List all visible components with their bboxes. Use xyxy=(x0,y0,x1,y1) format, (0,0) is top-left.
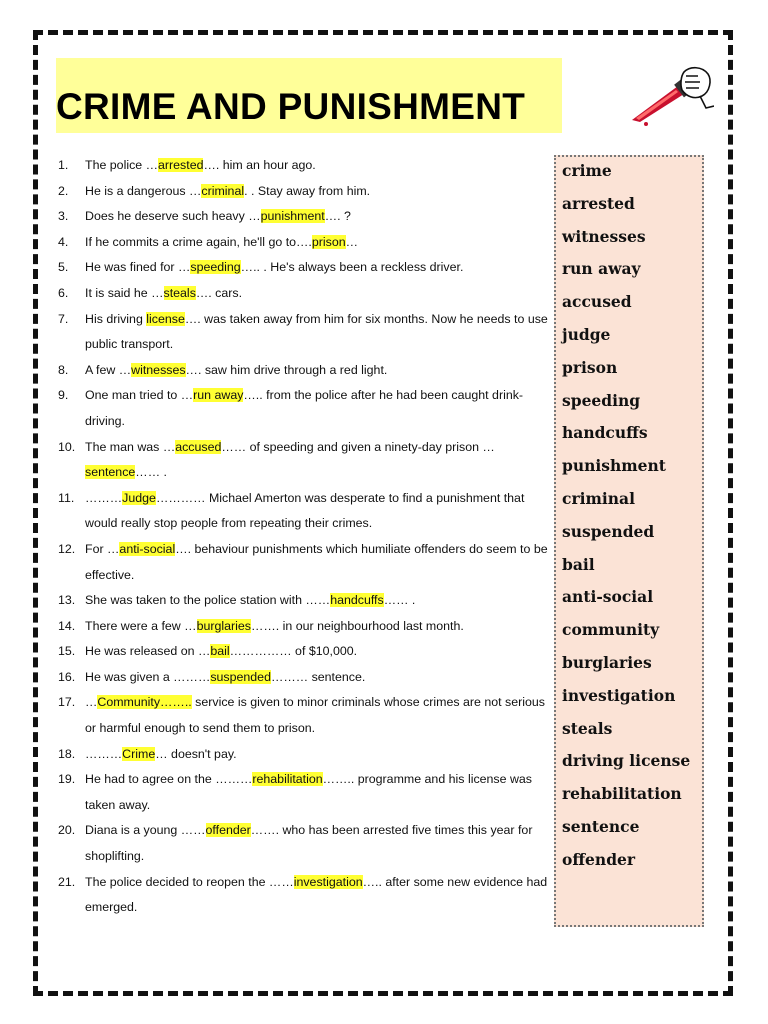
answer-highlight: burglaries xyxy=(196,618,251,633)
word-bank-item: sentence xyxy=(562,816,640,836)
answer-highlight: Community…….. xyxy=(97,695,192,710)
question-number: 8. xyxy=(58,362,69,377)
question-text-part: …. him an hour ago. xyxy=(203,158,316,172)
question-text-part: He was fined for … xyxy=(85,260,191,275)
question-text xyxy=(85,358,552,384)
question-item xyxy=(58,588,552,614)
question-number: 14. xyxy=(58,618,76,633)
answer-highlight: anti-social xyxy=(119,541,176,556)
question-text-part: … xyxy=(85,695,98,710)
question-item xyxy=(58,383,552,434)
answer-highlight: witnesses xyxy=(131,362,186,377)
question-text xyxy=(85,870,552,921)
question-text-part: Diana is a young …… xyxy=(85,823,206,838)
question-number: 7. xyxy=(58,311,69,326)
question-text-part: He was given a ……… xyxy=(85,669,211,684)
word-bank-item: judge xyxy=(562,324,611,344)
question-item xyxy=(58,307,552,358)
question-text-part: ……… xyxy=(85,746,123,761)
question-number: 15. xyxy=(58,644,76,659)
question-text-part: …. behaviour punishments which humiliate offenders do seem to be effective. xyxy=(85,541,548,582)
question-text xyxy=(85,767,552,818)
question-text-part: One man tried to … xyxy=(85,388,194,403)
answer-highlight: bail xyxy=(210,644,230,659)
answer-highlight: prison xyxy=(311,234,346,249)
answer-highlight: rehabilitation xyxy=(252,772,323,787)
word-bank xyxy=(554,155,704,927)
question-item xyxy=(58,179,552,205)
answer-highlight: suspended xyxy=(210,669,271,684)
question-text-part: …… . xyxy=(383,593,416,608)
answer-highlight: Crime xyxy=(122,746,156,761)
question-item xyxy=(58,614,552,640)
question-list xyxy=(58,153,552,921)
question-number: 12. xyxy=(58,541,76,556)
question-text-part: ….. . He's always been a reckless driver. xyxy=(240,260,464,275)
answer-highlight: steals xyxy=(163,285,196,300)
question-text xyxy=(85,204,552,230)
question-item xyxy=(58,435,552,486)
question-text xyxy=(85,537,552,588)
answer-highlight: license xyxy=(146,311,185,326)
answer-highlight: speeding xyxy=(190,260,241,275)
question-text xyxy=(85,614,552,640)
question-text-part: He is a dangerous … xyxy=(85,183,202,198)
word-bank-item: handcuffs xyxy=(562,423,648,443)
word-bank-item: burglaries xyxy=(562,652,652,672)
question-number: 19. xyxy=(58,772,76,787)
question-text-part: The man was … xyxy=(85,439,176,454)
question-text-part: It is said he … xyxy=(85,285,164,300)
word-bank-item: steals xyxy=(562,718,613,738)
question-text-part: He was released on … xyxy=(85,644,211,659)
question-text xyxy=(85,742,552,768)
question-text-part: ……. in our neighbourhood last month. xyxy=(250,618,464,633)
question-number: 21. xyxy=(58,874,76,889)
question-item xyxy=(58,153,552,179)
question-text xyxy=(85,179,552,205)
answer-highlight: accused xyxy=(175,439,222,454)
word-bank-item: run away xyxy=(562,259,641,279)
answer-highlight: Judge xyxy=(122,490,156,505)
answer-highlight: sentence xyxy=(85,465,136,480)
question-text xyxy=(85,665,552,691)
word-bank-item: driving license xyxy=(562,751,691,771)
question-item xyxy=(58,537,552,588)
word-bank-item: community xyxy=(562,620,660,640)
question-text xyxy=(85,281,552,307)
word-bank-item: accused xyxy=(562,292,632,312)
word-bank-item: punishment xyxy=(562,456,666,476)
word-bank-item: anti-social xyxy=(562,587,654,607)
answer-highlight: offender xyxy=(205,823,251,838)
page-title: CRIME AND PUNISHMENT xyxy=(56,86,526,127)
word-bank-item: prison xyxy=(562,357,618,377)
question-text-part: A few … xyxy=(85,362,132,377)
question-text-part: ……… xyxy=(85,490,123,505)
word-bank-item: speeding xyxy=(562,390,641,410)
question-number: 9. xyxy=(58,388,69,403)
question-item xyxy=(58,690,552,741)
question-text xyxy=(85,435,552,486)
question-text-part: For … xyxy=(85,541,120,556)
question-item xyxy=(58,255,552,281)
question-text-part: ….. after some new evidence had emerged. xyxy=(85,874,548,915)
question-item xyxy=(58,665,552,691)
question-text xyxy=(85,639,552,665)
question-text-part: …. cars. xyxy=(195,285,243,300)
question-item xyxy=(58,486,552,537)
answer-highlight: punishment xyxy=(260,209,325,224)
answer-highlight: investigation xyxy=(293,874,363,889)
question-item xyxy=(58,870,552,921)
question-text xyxy=(85,230,552,256)
question-text xyxy=(85,153,552,179)
question-item xyxy=(58,639,552,665)
question-text-part: …. ? xyxy=(324,209,351,224)
question-text-part: The police … xyxy=(85,158,159,172)
question-text-part: ….. from the police after he had been caught drink-driving. xyxy=(85,388,524,428)
question-text-part: ……. who has been arrested five times this year for shoplifting. xyxy=(85,823,533,864)
question-text xyxy=(85,255,552,281)
question-number: 13. xyxy=(58,593,76,608)
question-text-part: … doesn't pay. xyxy=(155,746,237,761)
question-text-part: …… . xyxy=(135,465,167,480)
question-text xyxy=(85,486,552,537)
question-number: 6. xyxy=(58,285,69,300)
question-text xyxy=(85,383,552,434)
question-number: 3. xyxy=(58,209,69,224)
question-item xyxy=(58,204,552,230)
knife-in-hand-icon xyxy=(626,62,714,128)
question-text-part: She was taken to the police station with …… xyxy=(85,593,331,608)
question-item xyxy=(58,742,552,768)
question-text-part: ………… Michael Amerton was desperate to find a punishment that would really stop people from repeating their crimes. xyxy=(85,490,525,531)
question-text-part: . . Stay away from him. xyxy=(244,183,371,198)
question-number: 20. xyxy=(58,823,76,838)
word-bank-item: bail xyxy=(562,554,595,574)
question-text xyxy=(85,307,552,358)
question-text-part: ……… sentence. xyxy=(270,669,366,684)
question-text-part: … xyxy=(345,234,359,249)
question-number: 5. xyxy=(58,260,69,275)
word-bank-item: offender xyxy=(562,849,636,869)
word-bank-item: crime xyxy=(562,161,612,180)
word-bank-item: criminal xyxy=(562,488,635,508)
word-bank-item: arrested xyxy=(562,193,635,213)
question-text-part: He had to agree on the ……… xyxy=(85,772,253,787)
question-text-part: There were a few … xyxy=(85,618,197,633)
question-text-part: …… of speeding and given a ninety-day prison … xyxy=(221,439,495,454)
question-item xyxy=(58,358,552,384)
answer-highlight: handcuffs xyxy=(330,593,384,608)
question-number: 2. xyxy=(58,183,69,198)
question-number: 17. xyxy=(58,695,76,710)
question-number: 1. xyxy=(58,158,69,172)
question-item xyxy=(58,818,552,869)
answer-highlight: arrested xyxy=(158,158,204,172)
question-number: 16. xyxy=(58,669,76,684)
question-number: 11. xyxy=(58,490,75,505)
question-text-part: …. saw him drive through a red light. xyxy=(185,362,388,377)
question-text xyxy=(85,690,552,741)
question-text-part: …….. programme and his license was taken away. xyxy=(85,772,532,812)
question-item xyxy=(58,230,552,256)
word-bank-item: investigation xyxy=(562,685,676,705)
question-number: 18. xyxy=(58,746,76,761)
word-bank-item: witnesses xyxy=(562,226,646,246)
question-text-part: service is given to minor criminals whose crimes are not serious or harmful enough to send them to prison. xyxy=(85,695,545,736)
answer-highlight: run away xyxy=(193,388,244,403)
question-item xyxy=(58,281,552,307)
question-text-part: His driving xyxy=(85,311,147,326)
question-item xyxy=(58,767,552,818)
question-text xyxy=(85,588,552,614)
question-text xyxy=(85,818,552,869)
answer-highlight: criminal xyxy=(201,183,245,198)
question-number: 10. xyxy=(58,439,76,454)
question-text-part: Does he deserve such heavy … xyxy=(85,209,261,224)
word-bank-item: rehabilitation xyxy=(562,784,682,804)
word-bank-item: suspended xyxy=(562,521,655,541)
question-text-part: …………… of $10,000. xyxy=(229,644,358,659)
question-number: 4. xyxy=(58,234,69,249)
question-text-part: The police decided to reopen the …… xyxy=(85,874,294,889)
question-text-part: If he commits a crime again, he'll go to…. xyxy=(85,234,312,249)
question-text-part: …. was taken away from him for six months. Now he needs to use public transport. xyxy=(85,311,548,352)
